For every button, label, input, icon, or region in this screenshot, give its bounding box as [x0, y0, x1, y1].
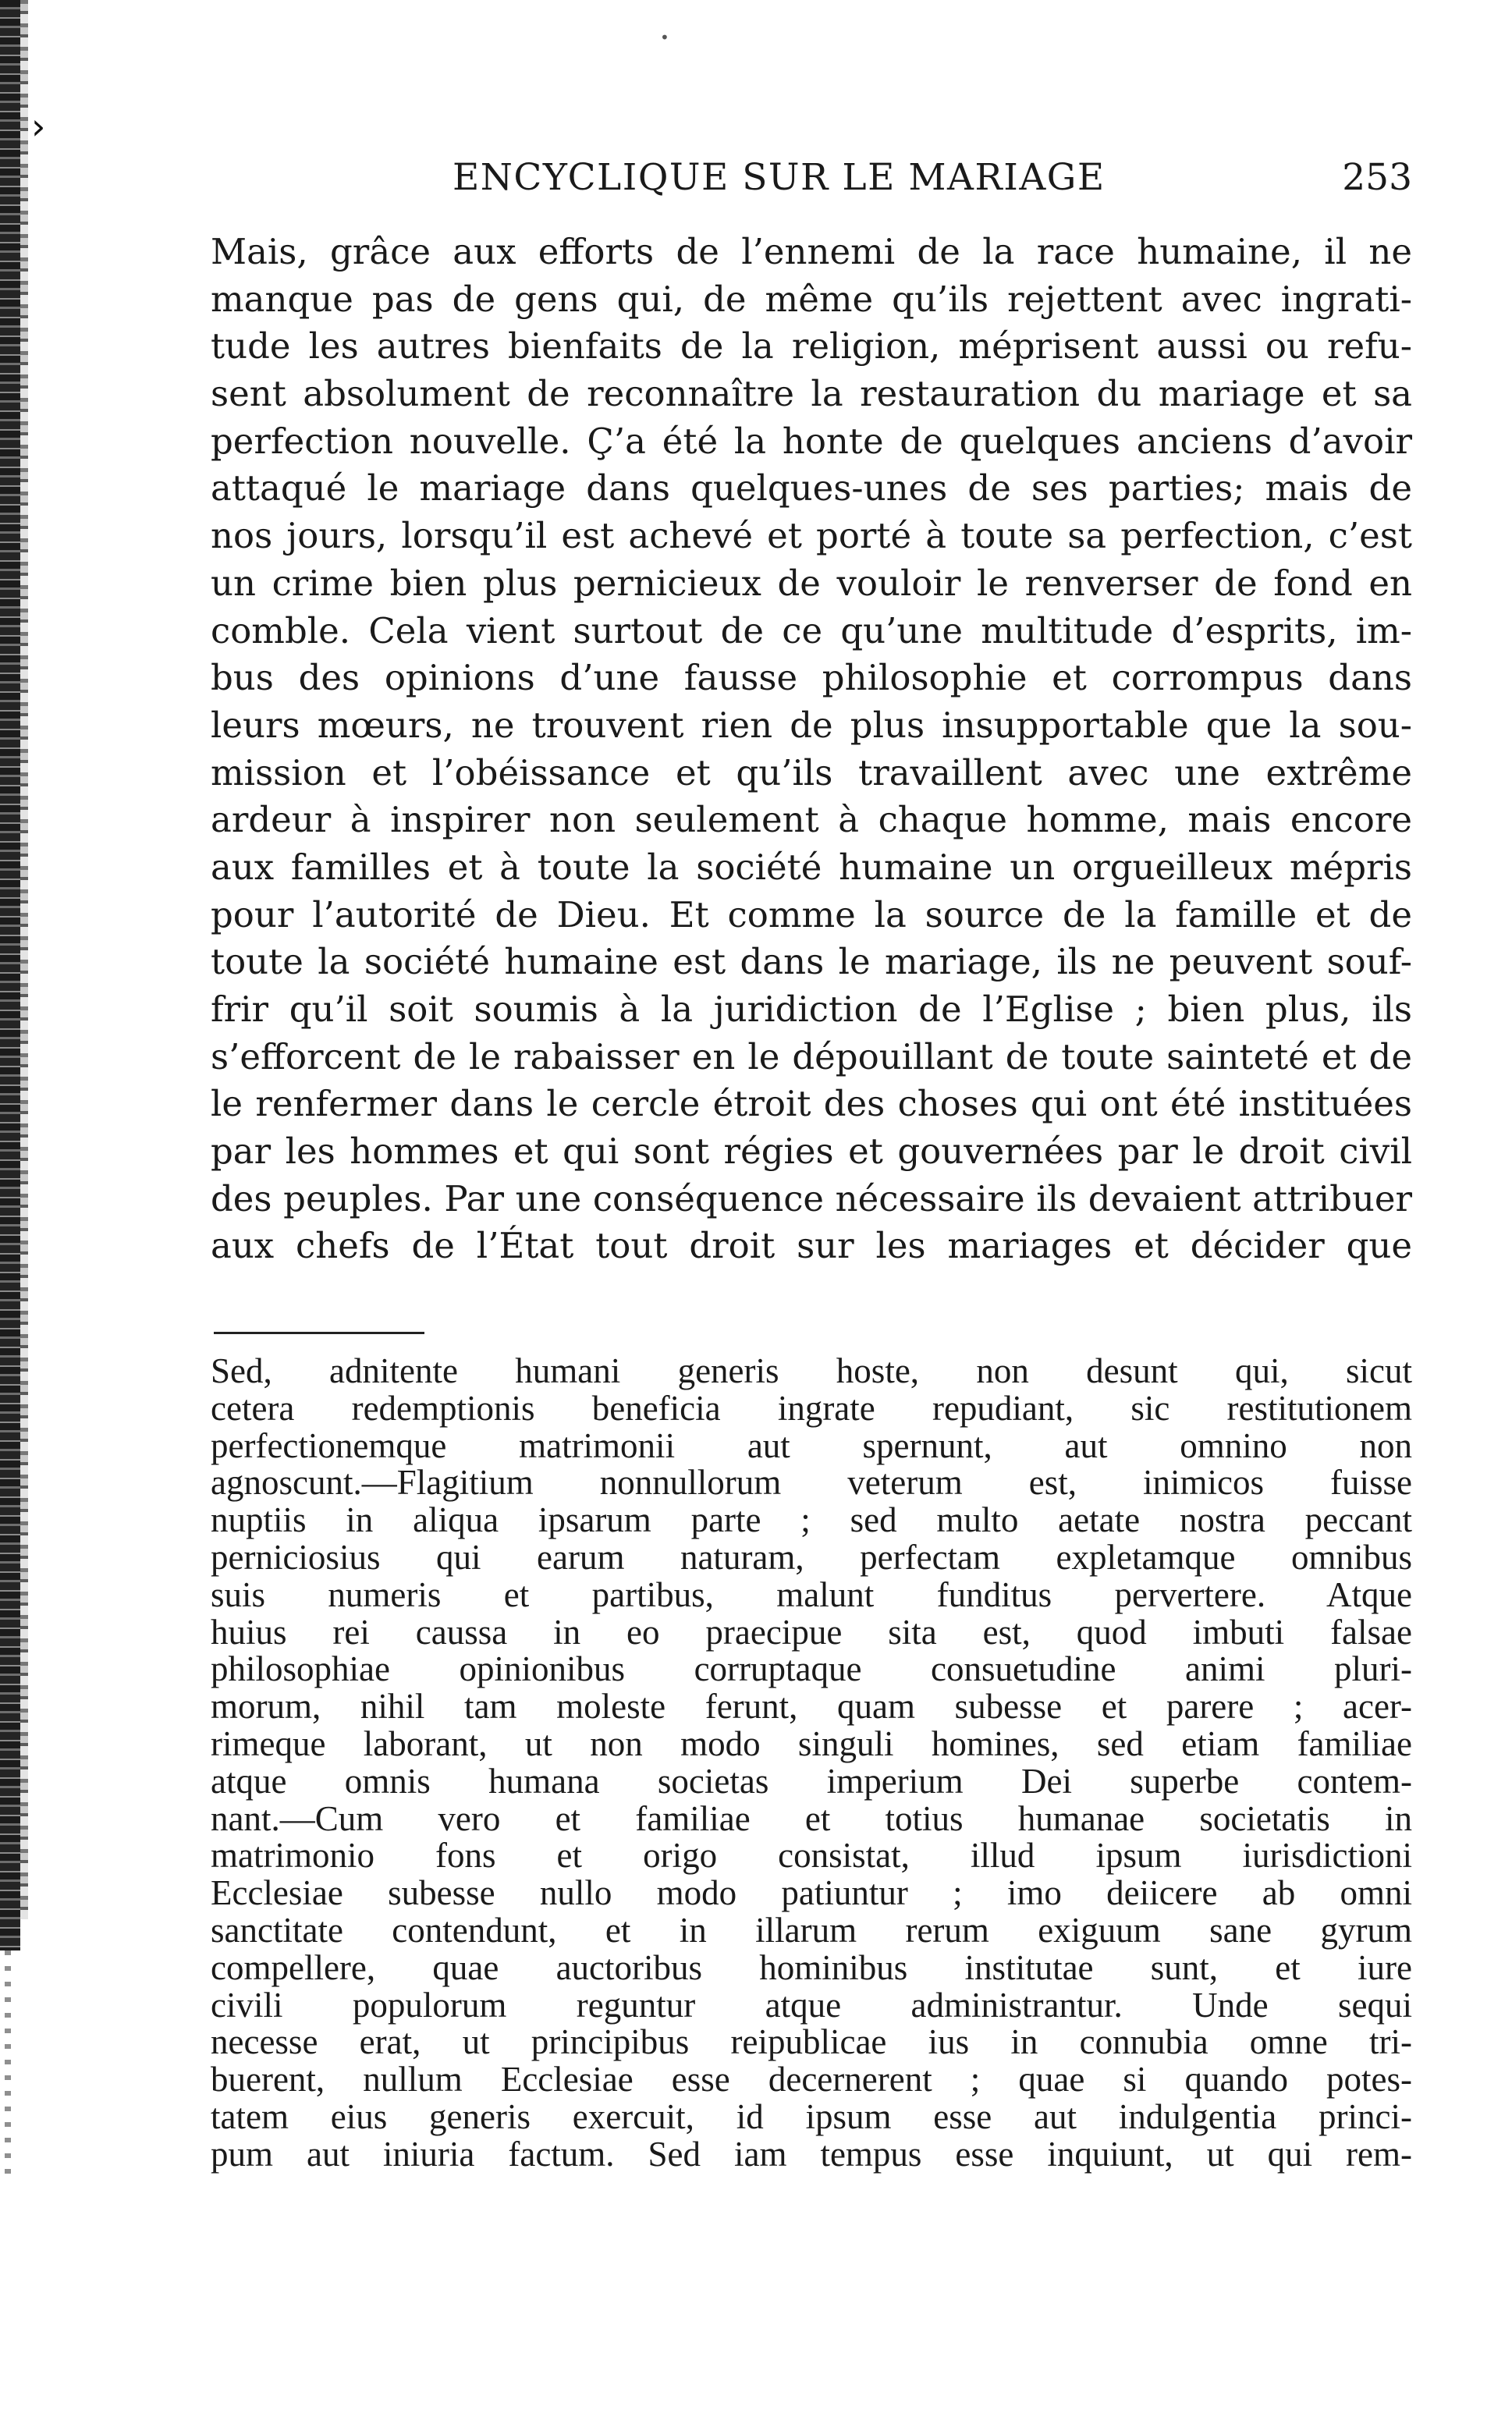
latin-line: Sed, adnitente humani generis hoste, non desunt qui, sicut [211, 1351, 1412, 1390]
latin-line: rimeque laborant, ut non modo singuli homines, sed etiam familiae [211, 1723, 1412, 1763]
latin-line: agnoscunt.—Flagitium nonnullorum veterum est, inimicos fuisse [211, 1463, 1412, 1503]
latin-line: tatem eius generis exercuit, id ipsum esse aut indulgentia princi- [211, 2096, 1412, 2136]
running-title: ENCYCLIQUE SUR LE MARIAGE [453, 156, 1106, 199]
latin-line: nant.—Cum vero et familiae et totius humanae societatis in [211, 1798, 1412, 1838]
french-line: leurs mœurs, ne trouvent rien de plus insupportable que la sou- [211, 704, 1412, 746]
french-text-block [211, 229, 1412, 1270]
french-line: pour l’autorité de Dieu. Et comme la source de la famille et de [211, 893, 1412, 935]
page-header [211, 156, 1412, 211]
binding-edge-shadow [20, 0, 28, 1919]
latin-line: buerent, nullum Ecclesiae esse decernerent ; quae si quando potes- [211, 2060, 1412, 2100]
latin-line: huius rei caussa in eo praecipue sita est, quod imbuti falsae [211, 1612, 1412, 1652]
binding-edge [0, 0, 20, 1950]
latin-line: morum, nihil tam moleste ferunt, quam subesse et parere ; acer- [211, 1687, 1412, 1727]
french-line: sent absolument de reconnaître la restauration du mariage et sa [211, 373, 1412, 415]
french-line: frir qu’il soit soumis à la juridiction de l’Eglise ; bien plus, ils [211, 989, 1412, 1030]
latin-line: philosophiae opinionibus corruptaque consuetudine animi pluri- [211, 1649, 1412, 1689]
latin-line: compellere, quae auctoribus hominibus institutae sunt, et iure [211, 1947, 1412, 1987]
latin-line: civili populorum reguntur atque administrantur. Unde sequi [211, 1985, 1412, 2025]
latin-line: suis numeris et partibus, malunt funditus pervertere. Atque [211, 1574, 1412, 1614]
latin-line: necesse erat, ut principibus reipublicae ius in connubia omne tri- [211, 2022, 1412, 2062]
french-line: s’efforcent de le rabaisser en le dépouillant de toute sainteté et de [211, 1035, 1412, 1077]
latin-line: nuptiis in aliqua ipsarum parte ; sed multo aetate nostra peccant [211, 1500, 1412, 1540]
page-number: 253 [1342, 156, 1412, 199]
french-line: toute la société humaine est dans le mariage, ils ne peuvent souf- [211, 941, 1412, 983]
french-line: un crime bien plus pernicieux de vouloir le renverser de fond en [211, 562, 1412, 604]
section-divider [214, 1332, 424, 1334]
latin-line: perniciosius qui earum naturam, perfectam expletamque omnibus [211, 1537, 1412, 1577]
french-line: ardeur à inspirer non seulement à chaque homme, mais encore [211, 799, 1412, 841]
french-line: mission et l’obéissance et qu’ils travaillent avec une extrême [211, 751, 1412, 793]
french-line: aux chefs de l’État tout droit sur les mariages et décider que [211, 1225, 1412, 1267]
french-line: perfection nouvelle. Ç’a été la honte de quelques anciens d’avoir [211, 420, 1412, 462]
french-line: nos jours, lorsqu’il est achevé et porté à toute sa perfection, c’est [211, 515, 1412, 557]
latin-line: atque omnis humana societas imperium Dei superbe contem- [211, 1761, 1412, 1801]
french-line: le renfermer dans le cercle étroit des choses qui ont été instituées [211, 1083, 1412, 1125]
margin-arrow-icon: › [31, 105, 46, 147]
latin-line: perfectionemque matrimonii aut spernunt, aut omnino non [211, 1425, 1412, 1465]
binding-edge-tail [5, 1950, 11, 2185]
ink-dot-icon: • [660, 28, 669, 47]
latin-line: pum aut iniuria factum. Sed iam tempus esse inquiunt, ut qui rem- [211, 2134, 1412, 2174]
french-line: manque pas de gens qui, de même qu’ils rejettent avec ingrati- [211, 278, 1412, 320]
latin-line: sanctitate contendunt, et in illarum rerum exiguum sane gyrum [211, 1910, 1412, 1950]
french-line: Mais, grâce aux efforts de l’ennemi de la race humaine, il ne [211, 231, 1412, 272]
french-line: comble. Cela vient surtout de ce qu’une multitude d’esprits, im- [211, 609, 1412, 651]
french-line: tude les autres bienfaits de la religion, méprisent aussi ou refu- [211, 325, 1412, 367]
latin-line: cetera redemptionis beneficia ingrate repudiant, sic restitutionem [211, 1388, 1412, 1428]
french-line: aux familles et à toute la société humaine un orgueilleux mépris [211, 846, 1412, 888]
french-line: bus des opinions d’une fausse philosophie et corrompus dans [211, 657, 1412, 699]
latin-text-block [211, 1353, 1412, 2174]
latin-line: matrimonio fons et origo consistat, illud ipsum iurisdictioni [211, 1836, 1412, 1876]
latin-line: Ecclesiae subesse nullo modo patiuntur ; imo deiicere ab omni [211, 1873, 1412, 1913]
french-line: par les hommes et qui sont régies et gouvernées par le droit civil [211, 1131, 1412, 1173]
french-line: des peuples. Par une conséquence nécessaire ils devaient attribuer [211, 1177, 1412, 1219]
french-line: attaqué le mariage dans quelques-unes de ses parties; mais de [211, 467, 1412, 509]
